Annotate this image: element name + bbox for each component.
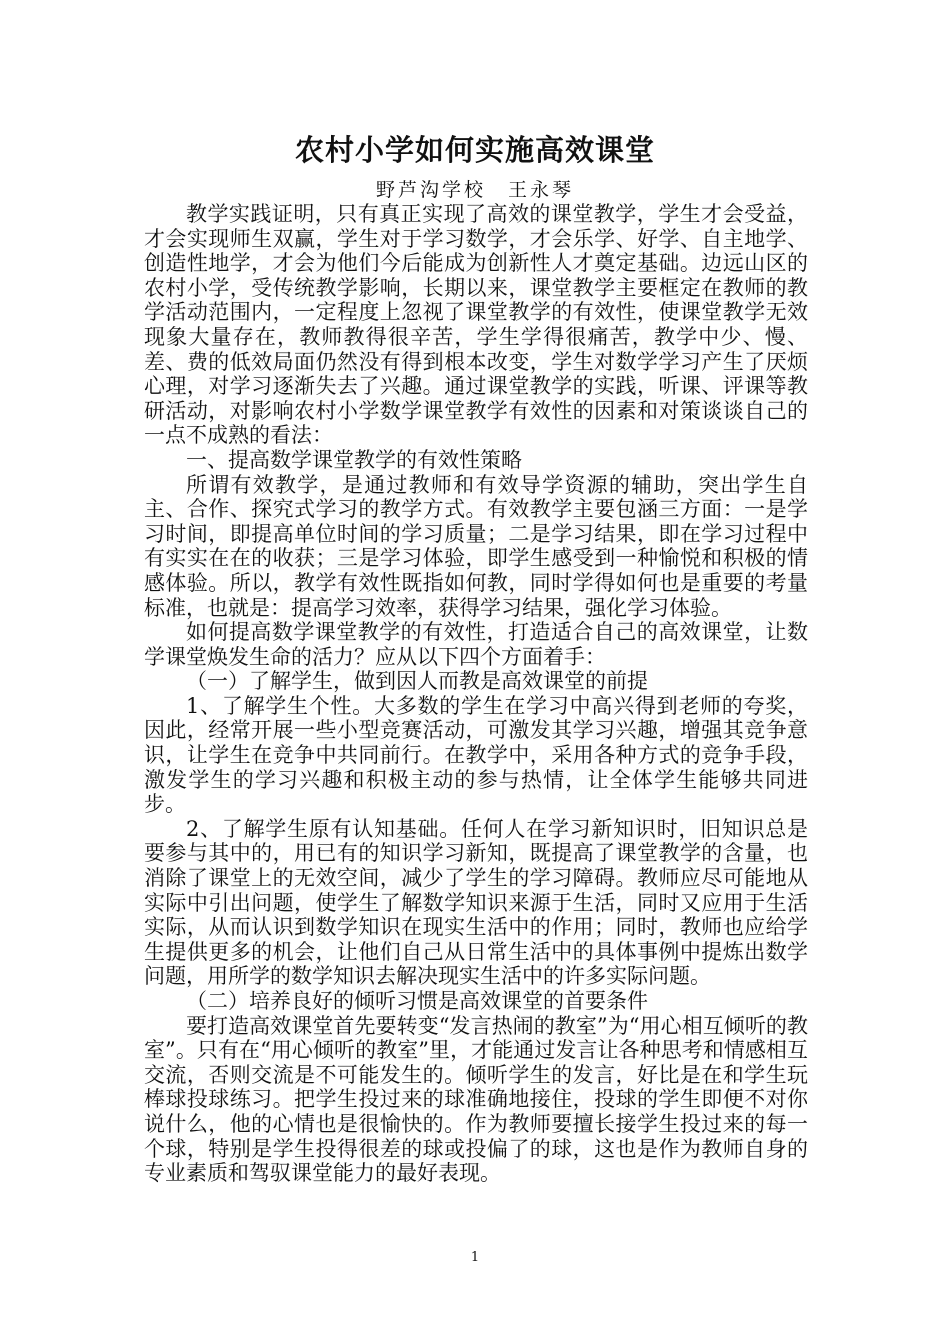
body-paragraph: 要打造高效课堂首先要转变“发言热闹的教室”为“用心相互倾听的教室”。只有在“用心倾听的教室”里，才能通过发言让各种思考和情感相互交流，否则交流是不可能发生的。倾听学生的发言，好比是在和学生玩棒球投球练习。把学生投过来的球准确地接住，投球的学生即便不对你说什么，他的心情也是很愉快的。作为教师要擅长接学生投过来的每一个球，特别是学生投得很差的球或投偏了的球，这也是作为教师自身的专业素质和驾驭课堂能力的最好表现。 [144, 1013, 808, 1186]
body-paragraph: 教学实践证明，只有真正实现了高效的课堂教学，学生才会受益，才会实现师生双赢，学生对于学习数学，才会乐学、好学、自主地学、创造性地学，才会为他们今后能成为创新性人才奠定基础。边远山区的农村小学，受传统教学影响，长期以来，课堂教学主要框定在教师的教学活动范围内，一定程度上忽视了课堂教学的有效性，使课堂教学无效现象大量存在，教师教得很辛苦，学生学得很痛苦，教学中少、慢、差、费的低效局面仍然没有得到根本改变，学生对数学学习产生了厌烦心理，对学习逐渐失去了兴趣。通过课堂教学的实践，听课、评课等教研活动，对影响农村小学数学课堂教学有效性的因素和对策谈谈自己的一点不成熟的看法： [144, 202, 808, 448]
body-paragraph: 如何提高数学课堂教学的有效性，打造适合自己的高效课堂，让数学课堂焕发生命的活力？应从以下四个方面着手： [144, 620, 808, 669]
body-paragraph: 所谓有效教学，是通过教师和有效导学资源的辅助，突出学生自主、合作、探究式学习的教学方式。有效教学主要包涵三方面：一是学习时间，即提高单位时间的学习质量；二是学习结果，即在学习过程中有实实在在的收获；三是学习体验，即学生感受到一种愉悦和积极的情感体验。所以，教学有效性既指如何教，同时学得如何也是重要的考量标准，也就是：提高学习效率，获得学习结果，强化学习体验。 [144, 472, 808, 620]
document-title: 农村小学如何实施高效课堂 [294, 133, 655, 167]
author-byline: 野芦沟学校 王永琴 [375, 179, 574, 201]
subsection-heading: （一）了解学生，做到因人而教是高效课堂的前提 [186, 669, 648, 694]
document-body [144, 202, 808, 1186]
section-heading: 一、提高数学课堂教学的有效性策略 [186, 447, 522, 472]
page-number: 1 [470, 1250, 480, 1265]
body-paragraph: 2、了解学生原有认知基础。任何人在学习新知识时，旧知识总是要参与其中的，用已有的知识学习新知，既提高了课堂教学的含量，也消除了课堂上的无效空间，减少了学生的学习障碍。教师应尽可能地从实际中引出问题，使学生了解数学知识来源于生活，同时又应用于生活实际，从而认识到数学知识在现实生活中的作用；同时，教师也应给学生提供更多的机会，让他们自己从日常生活中的具体事例中提炼出数学问题，用所学的数学知识去解决现实生活中的许多实际问题。 [144, 816, 808, 989]
body-paragraph: 1、了解学生个性。大多数的学生在学习中高兴得到老师的夸奖，因此，经常开展一些小型竞赛活动，可激发其学习兴趣，增强其竞争意识，让学生在竞争中共同前行。在教学中，采用各种方式的竞争手段，激发学生的学习兴趣和积极主动的参与热情，让全体学生能够共同进步。 [144, 693, 808, 817]
subsection-heading: （二）培养良好的倾听习惯是高效课堂的首要条件 [186, 989, 648, 1013]
